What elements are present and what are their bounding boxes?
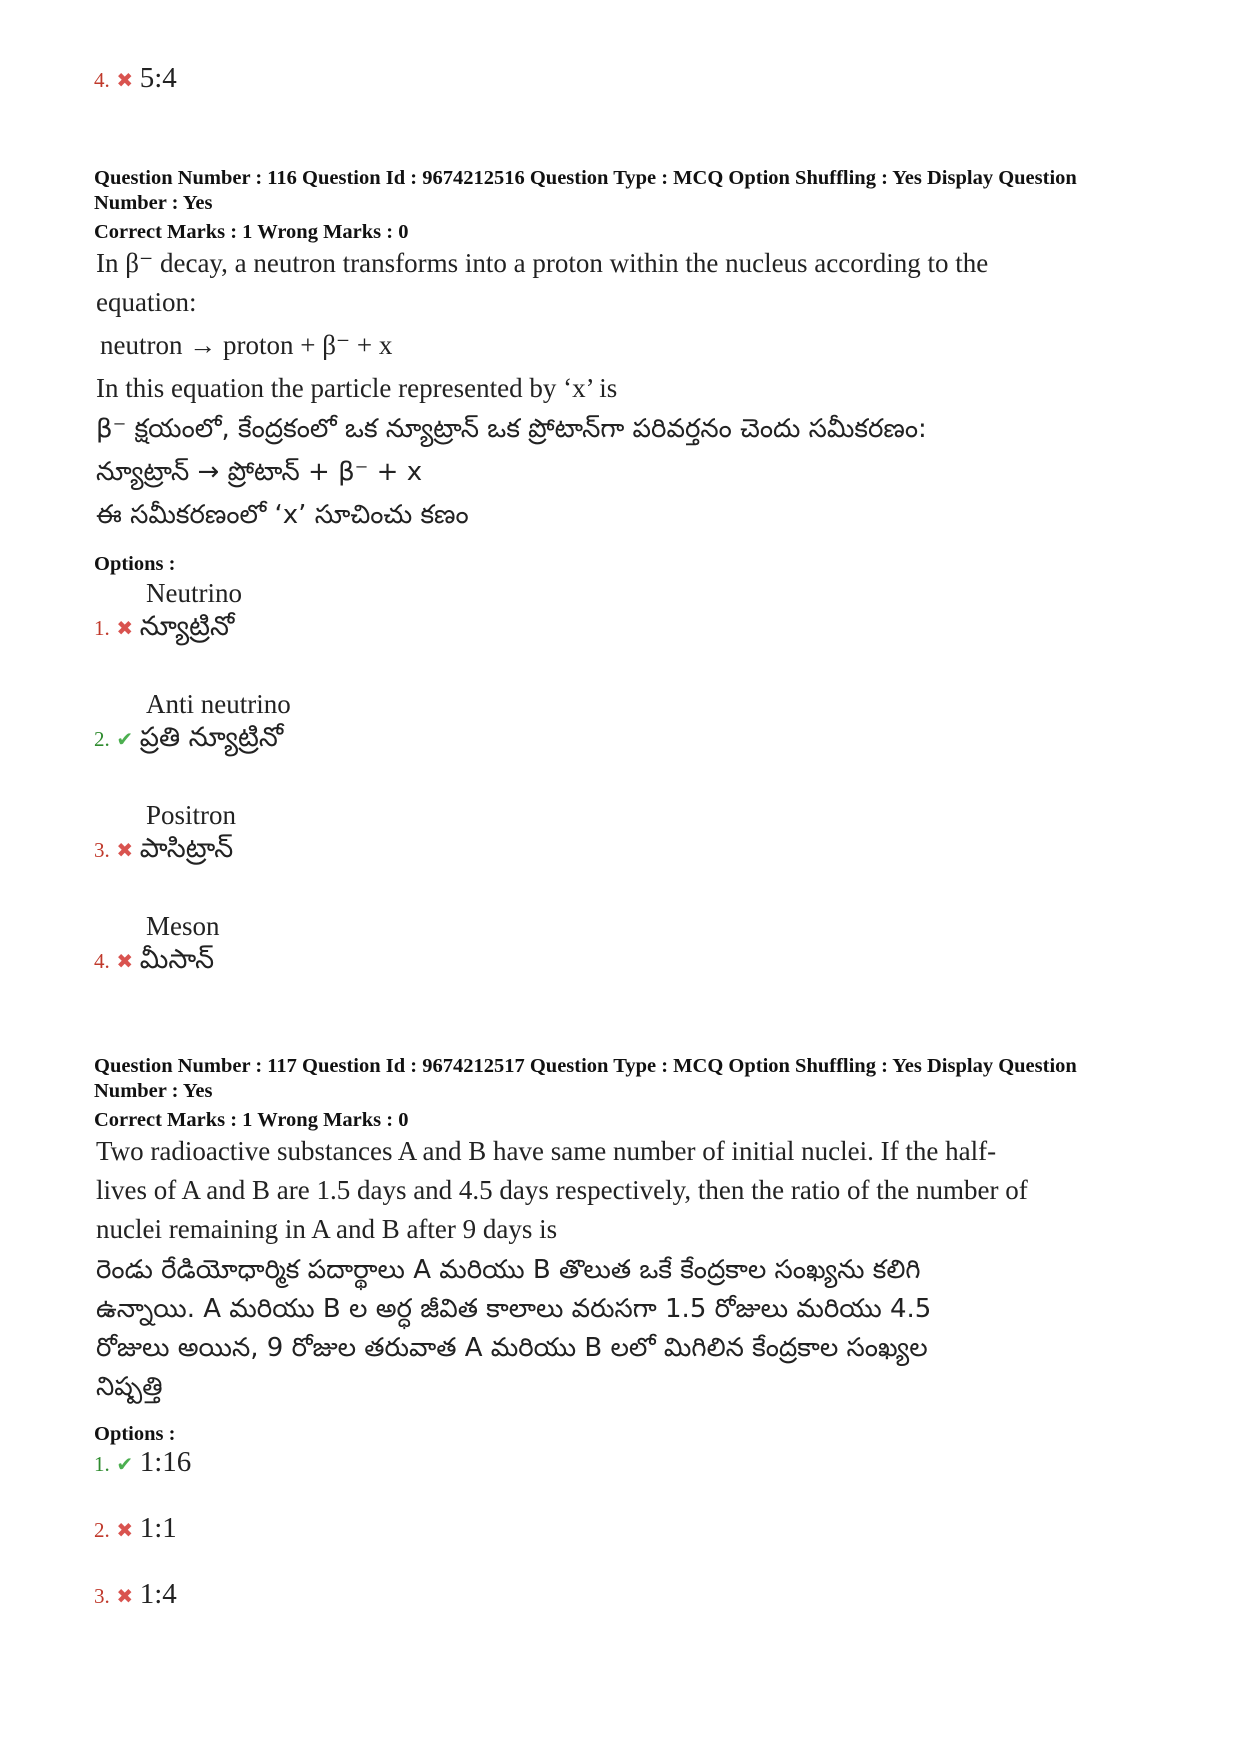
prev-option-4 — [94, 62, 177, 95]
check-icon: ✔ — [116, 1454, 134, 1476]
option-value: 1:16 — [139, 1446, 192, 1478]
q116-meta — [94, 166, 1077, 245]
option-te: మీసాన్ — [139, 944, 215, 975]
option-number: 2. — [94, 727, 110, 751]
option-value: 1:4 — [139, 1578, 177, 1610]
q117-meta-line2: Number : Yes — [94, 1080, 213, 1102]
q117-meta-line1: Question Number : 117 Question Id : 9674212517 Question Type : MCQ Option Shuffling : Yes Display Question — [94, 1055, 1077, 1077]
q116-meta-line2: Number : Yes — [94, 192, 213, 214]
q116-marks: Correct Marks : 1 Wrong Marks : 0 — [94, 221, 409, 243]
q117-marks: Correct Marks : 1 Wrong Marks : 0 — [94, 1109, 409, 1131]
cross-icon: ✖ — [116, 70, 134, 92]
option-number: 2. — [94, 1518, 110, 1542]
q116-text-line2: equation: — [96, 287, 197, 317]
q116-option-3[interactable] — [94, 800, 236, 871]
option-en: Meson — [146, 911, 220, 941]
q116-options-label: Options : — [94, 553, 176, 575]
option-number: 1. — [94, 616, 110, 640]
q117-meta — [94, 1054, 1077, 1133]
cross-icon: ✖ — [116, 1586, 134, 1608]
q116-text-line3: In this equation the particle represented by ‘x’ is — [96, 373, 618, 403]
option-value: 5:4 — [139, 62, 177, 94]
option-en: Neutrino — [146, 578, 242, 608]
cross-icon: ✖ — [116, 618, 134, 640]
check-icon: ✔ — [116, 729, 134, 751]
q117-text-line1: Two radioactive substances A and B have same number of initial nuclei. If the half- — [96, 1136, 997, 1166]
q116-te-equation: న్యూట్రాన్ → ప్రోటాన్ + β⁻ + x — [96, 457, 423, 487]
q116-question — [96, 244, 1156, 535]
q117-question — [96, 1132, 1156, 1407]
cross-icon: ✖ — [116, 840, 134, 862]
q117-option-2[interactable] — [94, 1512, 177, 1545]
q117-options-label: Options : — [94, 1423, 176, 1445]
cross-icon: ✖ — [116, 951, 134, 973]
q116-te-line2: ఈ సమీకరణంలో ‘x’ సూచించు కణం — [96, 500, 469, 530]
q117-text-line2: lives of A and B are 1.5 days and 4.5 days respectively, then the ratio of the number of — [96, 1175, 1028, 1205]
option-number: 3. — [94, 838, 110, 862]
option-number: 4. — [94, 68, 110, 92]
q116-equation: neutron → proton + β⁻ + x — [100, 330, 393, 360]
q117-te-line3: రోజులు అయిన, 9 రోజుల తరువాత A మరియు B లలో మిగిలిన కేంద్రకాల సంఖ్యల — [96, 1333, 928, 1363]
option-value: 1:1 — [139, 1512, 177, 1544]
option-en: Positron — [146, 800, 237, 830]
q116-text-line1: In β⁻ decay, a neutron transforms into a proton within the nucleus according to the — [96, 248, 989, 278]
option-te: ప్రతి న్యూట్రినో — [139, 722, 284, 753]
q117-option-1[interactable] — [94, 1446, 191, 1479]
q117-te-line4: నిష్పత్తి — [96, 1372, 163, 1402]
q117-te-line1: రెండు రేడియోధార్మిక పదార్థాలు A మరియు B తొలుత ఒకే కేంద్రకాల సంఖ్యను కలిగి — [96, 1255, 921, 1285]
q116-te-line1: β⁻ క్షయంలో, కేంద్రకంలో ఒక న్యూట్రాన్ ఒక ప్రోటాన్‌గా పరివర్తనం చెందు సమీకరణం: — [96, 414, 927, 444]
q116-option-2[interactable] — [94, 689, 291, 760]
option-number: 1. — [94, 1452, 110, 1476]
q116-option-4[interactable] — [94, 911, 220, 982]
q117-te-line2: ఉన్నాయి. A మరియు B ల అర్ధ జీవిత కాలాలు వరుసగా 1.5 రోజులు మరియు 4.5 — [96, 1294, 932, 1324]
option-te: న్యూట్రినో — [139, 611, 235, 642]
option-te: పాసిట్రాన్ — [139, 833, 234, 864]
option-number: 4. — [94, 949, 110, 973]
cross-icon: ✖ — [116, 1520, 134, 1542]
q117-option-3[interactable] — [94, 1578, 177, 1611]
q117-text-line3: nuclei remaining in A and B after 9 days is — [96, 1214, 558, 1244]
option-number: 3. — [94, 1584, 110, 1608]
q116-option-1[interactable] — [94, 578, 242, 649]
option-en: Anti neutrino — [146, 689, 291, 719]
q116-meta-line1: Question Number : 116 Question Id : 9674212516 Question Type : MCQ Option Shuffling : Yes Display Question — [94, 167, 1077, 189]
